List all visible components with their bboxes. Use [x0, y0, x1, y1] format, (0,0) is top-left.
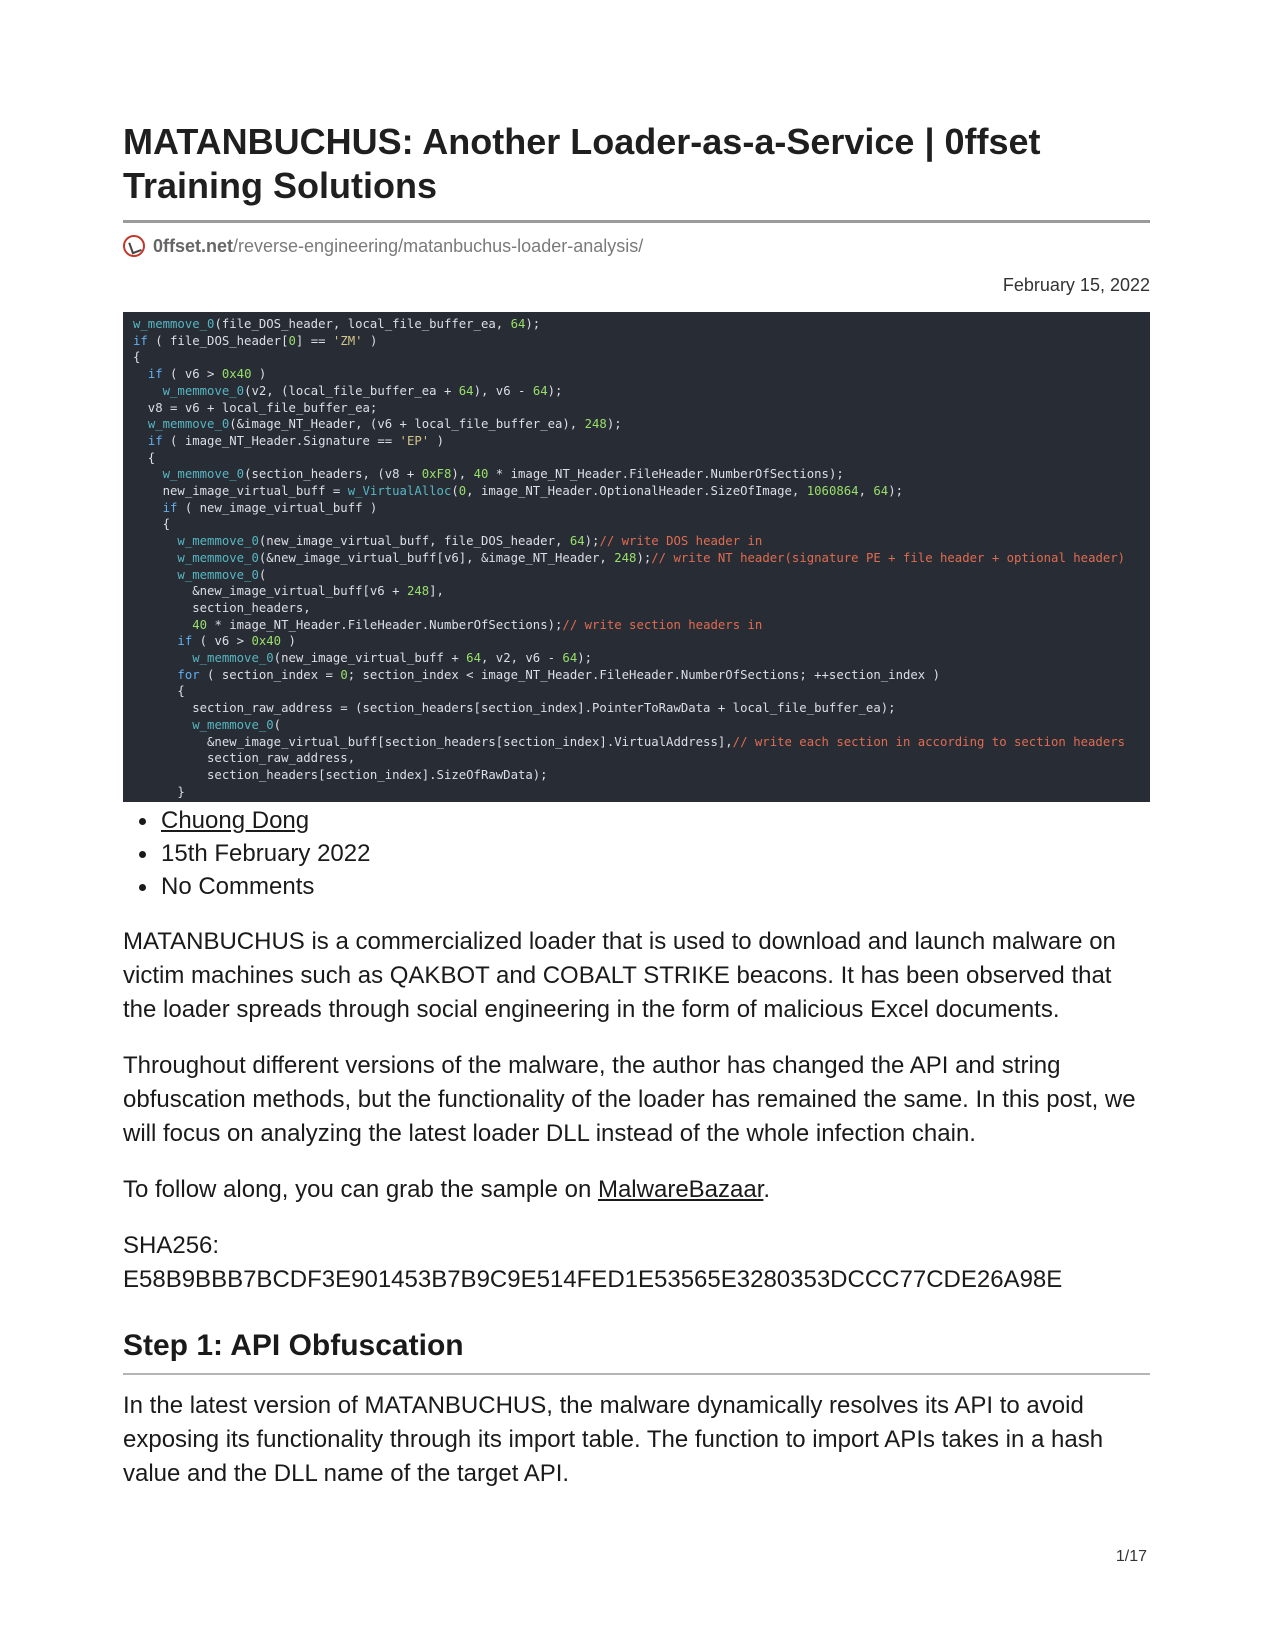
article: [123, 120, 1150, 1491]
sample-suffix: .: [763, 1176, 771, 1203]
code-line: w_memmove_0(new_image_virtual_buff, file_DOS_header, 64);// write DOS header in: [177, 534, 763, 549]
code-line: {: [147, 450, 156, 465]
paragraph-api: In the latest version of MATANBUCHUS, the malware dynamically resolves its API to avoid exposing its functionality through its import table. The function to import APIs takes in a hash value and the DLL name of the target API.: [123, 1392, 1104, 1487]
code-line: w_memmove_0(: [177, 567, 267, 582]
sample-prefix: To follow along, you can grab the sample on: [123, 1176, 598, 1203]
publish-date: February 15, 2022: [1002, 275, 1150, 295]
code-line: &new_image_virtual_buff[section_headers[section_index].VirtualAddress],// write each section in according to section headers: [133, 734, 1126, 749]
code-line: w_memmove_0(file_DOS_header, local_file_buffer_ea, 64);: [133, 317, 541, 331]
code-line: if ( image_NT_Header.Signature == 'EP' ): [147, 433, 444, 448]
code-line: if ( file_DOS_header[0] == 'ZM' ): [133, 333, 378, 348]
code-line: if ( v6 > 0x40 ): [177, 634, 296, 649]
code-screenshot: [123, 312, 1150, 802]
sha256-value: E58B9BBB7BCDF3E901453B7B9C9E514FED1E53565E3280353DCCC77CDE26A98E: [123, 1266, 1063, 1293]
meta-comments: No Comments: [161, 870, 1150, 903]
page-title: MATANBUCHUS: Another Loader-as-a-Service | 0ffset Training Solutions: [123, 121, 1041, 206]
code-line: section_headers[section_index].SizeOfRawData);: [207, 767, 548, 782]
code-line: w_memmove_0(&image_NT_Header, (v6 + local_file_buffer_ea), 248);: [147, 417, 622, 432]
code-line: }: [133, 784, 185, 799]
code-line: new_image_virtual_buff = w_VirtualAlloc(0, image_NT_Header.OptionalHeader.SizeOfImage, 1060864, 64);: [133, 484, 903, 499]
section-heading: Step 1: API Obfuscation: [123, 1329, 464, 1362]
code-line: {: [177, 684, 185, 699]
meta-author: [161, 804, 1150, 837]
sha256-block: [123, 1229, 1150, 1297]
code-line: w_memmove_0(new_image_virtual_buff + 64, v2, v6 - 64);: [192, 651, 593, 666]
code-line: w_memmove_0(: [192, 717, 282, 732]
code-line: if ( new_image_virtual_buff ): [162, 500, 378, 515]
code-line: &new_image_virtual_buff[v6 + 248],: [133, 584, 444, 599]
title-divider: [123, 220, 1150, 223]
page-number: 1/17: [1115, 1548, 1147, 1565]
code-line: w_memmove_0(&new_image_virtual_buff[v6], &image_NT_Header, 248);// write NT header(signature PE + file header + optional header): [177, 550, 1126, 565]
heading-divider: [123, 1373, 1150, 1375]
meta-date: 15th February 2022: [161, 837, 1150, 870]
paragraph-intro: MATANBUCHUS is a commercialized loader that is used to download and launch malware on victim machines such as QAKBOT and COBALT STRIKE beacons. It has been observed that the loader spreads through social engineering in the form of malicious Excel documents.: [123, 928, 1116, 1023]
post-meta-list: [123, 804, 1150, 903]
code-line: for ( section_index = 0; section_index < image_NT_Header.FileHeader.NumberOfSections; ++section_index ): [177, 667, 940, 682]
malwarebazaar-link[interactable]: MalwareBazaar: [597, 1176, 764, 1203]
author-link[interactable]: Chuong Dong: [161, 807, 310, 834]
source-path: /reverse-engineering/matanbuchus-loader-analysis/: [233, 235, 644, 256]
code-block: [133, 316, 1140, 800]
code-line: w_memmove_0(section_headers, (v8 + 0xF8), 40 * image_NT_Header.FileHeader.NumberOfSections);: [162, 467, 844, 482]
source-domain: 0ffset.net: [153, 235, 234, 256]
code-line: {: [162, 517, 171, 532]
code-line: w_memmove_0(v2, (local_file_buffer_ea + 64), v6 - 64);: [162, 383, 563, 398]
code-line: section_headers,: [192, 600, 311, 615]
sha256-label: SHA256:: [123, 1232, 220, 1259]
site-favicon-icon: [123, 235, 145, 257]
paragraph-versions: Throughout different versions of the malware, the author has changed the API and string obfuscation methods, but the functionality of the loader has remained the same. In this post, we will focus on analyzing the latest loader DLL instead of the whole infection chain.: [123, 1052, 1136, 1147]
code-line: if ( v6 > 0x40 ): [147, 367, 267, 382]
code-line: 40 * image_NT_Header.FileHeader.NumberOfSections);// write section headers in: [192, 617, 763, 632]
code-line: section_raw_address,: [207, 751, 356, 766]
code-line: section_raw_address = (section_headers[section_index].PointerToRawData + local_file_buffer_ea);: [192, 701, 896, 716]
code-line: v8 = v6 + local_file_buffer_ea;: [147, 400, 378, 415]
source-url[interactable]: [123, 235, 1150, 257]
code-line: {: [133, 350, 141, 365]
paragraph-sample: [123, 1173, 1150, 1207]
